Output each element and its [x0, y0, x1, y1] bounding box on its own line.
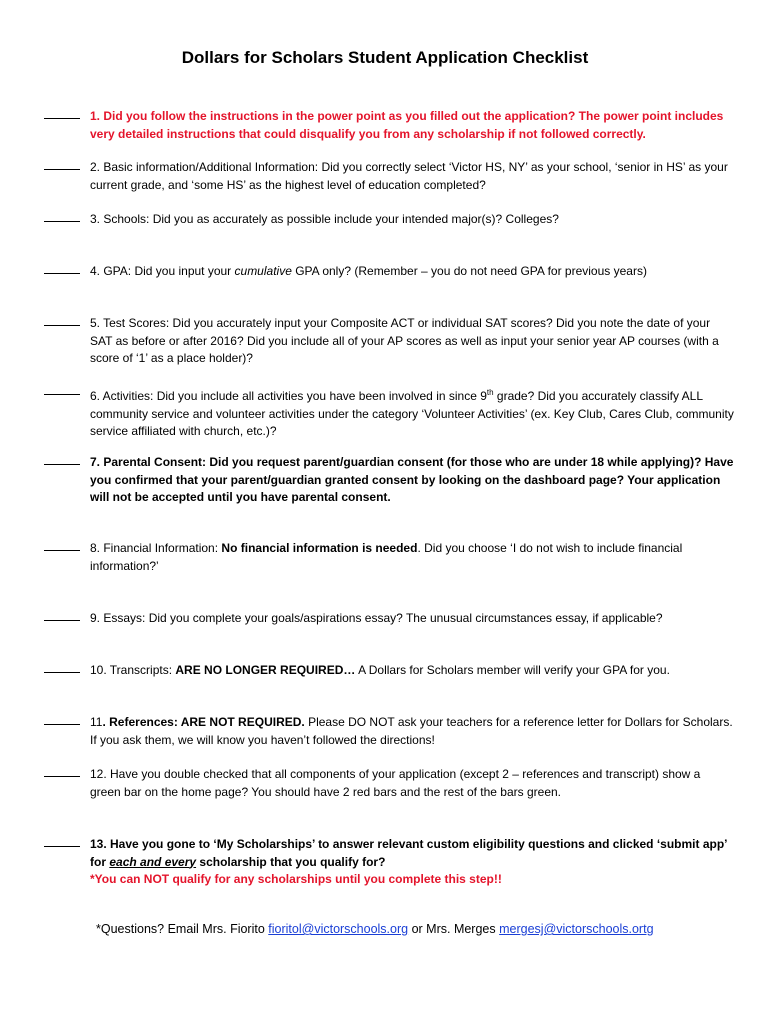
- contact-footer: *Questions? Email Mrs. Fiorito fioritol@victorschools.org or Mrs. Merges mergesj@victorschools.ortg: [96, 922, 654, 936]
- item-text: 3. Schools: Did you as accurately as possible include your intended major(s)? Colleges?: [90, 212, 559, 226]
- check-blank[interactable]: [44, 169, 80, 170]
- checklist-item-3: [44, 211, 734, 229]
- item-text: 2. Basic information/Additional Information: Did you correctly select ‘Victor HS, NY’ as your school, ‘senior in HS’ as your current grade, and ‘some HS’ as the highest level of education completed?: [90, 160, 728, 192]
- item-text: 10. Transcripts: ARE NO LONGER REQUIRED… A Dollars for Scholars member will verify your GPA for you.: [90, 663, 670, 677]
- item-text: 13. Have you gone to ‘My Scholarships’ to answer relevant custom eligibility questions and clicked ‘submit app’ for each and every scholarship that you qualify for? *You can NOT qualify for any scholarships until you complete this step!!: [90, 837, 727, 886]
- item-text: 5. Test Scores: Did you accurately input your Composite ACT or individual SAT scores? Did you note the date of your SAT as before or after 2016? Did you include all of your AP scores as well as input your senior year AP courses (with a score of ‘1’ as a place holder)?: [90, 316, 719, 365]
- checklist-item-8: [44, 540, 734, 575]
- item-text: 8. Financial Information: No financial information is needed. Did you choose ‘I do not wish to include financial information?’: [90, 541, 683, 573]
- check-blank[interactable]: [44, 846, 80, 847]
- checklist-item-1: [44, 108, 734, 143]
- check-blank[interactable]: [44, 776, 80, 777]
- item-text: 7. Parental Consent: Did you request parent/guardian consent (for those who are under 18 while applying)? Have you confirmed that your parent/guardian granted consent by looking on the dashboard page? Your application will not be accepted until you have parental consent.: [90, 455, 734, 504]
- item-text: 12. Have you double checked that all components of your application (except 2 – references and transcript) show a green bar on the home page? You should have 2 red bars and the rest of the bars green.: [90, 767, 701, 799]
- check-blank[interactable]: [44, 464, 80, 465]
- item-text: 9. Essays: Did you complete your goals/aspirations essay? The unusual circumstances essay, if applicable?: [90, 611, 663, 625]
- check-blank[interactable]: [44, 550, 80, 551]
- check-blank[interactable]: [44, 620, 80, 621]
- warning-text: *You can NOT qualify for any scholarships until you complete this step!!: [90, 872, 502, 886]
- page-title: Dollars for Scholars Student Application Checklist: [181, 48, 589, 67]
- item-text: 6. Activities: Did you include all activities you have been involved in since 9th grade? Did you accurately classify ALL community service and volunteer activities under the category ‘Volunteer Activities’ (ex. Key Club, Cares Club, community service affiliated with church, etc.)?: [90, 388, 734, 438]
- checklist-item-5: [44, 315, 734, 368]
- checklist-item-7: [44, 454, 734, 507]
- checklist-item-9: [44, 610, 734, 628]
- item-text: 4. GPA: Did you input your cumulative GPA only? (Remember – you do not need GPA for previous years): [90, 264, 647, 278]
- checklist-item-12: [44, 766, 734, 801]
- checklist-item-13: [44, 836, 734, 889]
- item-text: 11. References: ARE NOT REQUIRED. Please DO NOT ask your teachers for a reference letter for Dollars for Scholars. If you ask them, we will know you haven’t followed the directions!: [90, 715, 733, 747]
- email-link-merges[interactable]: mergesj@victorschools.ortg: [499, 922, 654, 936]
- item-text: 1. Did you follow the instructions in the power point as you filled out the application? The power point includes very detailed instructions that could disqualify you from any scholarship if not followed correctly.: [90, 109, 724, 141]
- check-blank[interactable]: [44, 273, 80, 274]
- checklist-item-2: [44, 159, 734, 194]
- check-blank[interactable]: [44, 325, 80, 326]
- check-blank[interactable]: [44, 221, 80, 222]
- checklist-item-10: [44, 662, 734, 680]
- checklist-item-4: [44, 263, 734, 281]
- check-blank[interactable]: [44, 394, 80, 395]
- checklist-item-6: [44, 384, 734, 441]
- check-blank[interactable]: [44, 118, 80, 119]
- email-link-fiorito[interactable]: fioritol@victorschools.org: [268, 922, 409, 936]
- check-blank[interactable]: [44, 724, 80, 725]
- checklist-item-11: [44, 714, 734, 749]
- check-blank[interactable]: [44, 672, 80, 673]
